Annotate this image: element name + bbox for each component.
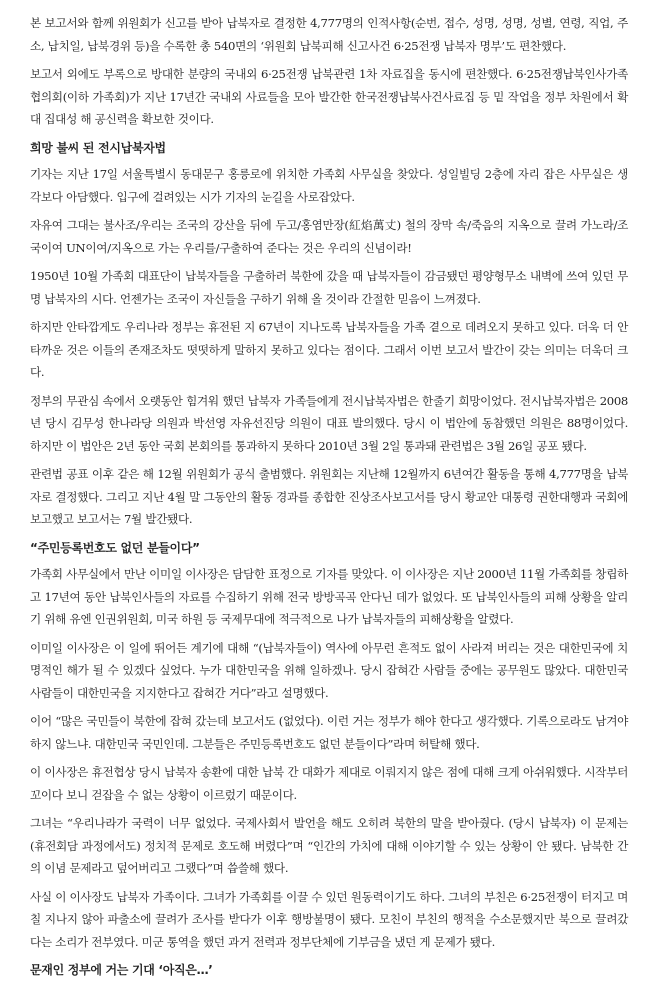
paragraph: 그녀는 “우리나라가 국력이 너무 없었다. 국제사회서 발언을 해도 오히려 북한의 말을 받아줬다. (당시 납북자) 이 문제는 (휴전회담 과정에서도) 정치적 문제로 호도해 버렸다”며 “인간의 가치에 대해 이야기할 수 있는 상황이 안 됐다. 남북한 간의 이념 문제라고 덮어버리고 그랬다”며 씁쓸해 했다. <box>30 816 628 875</box>
article-body <box>30 12 628 982</box>
paragraph: 가족회 사무실에서 만난 이미일 이사장은 담담한 표정으로 기자를 맞았다. 이 이사장은 지난 2000년 11월 가족회를 창립하고 17년여 동안 납북인사들의 자료를 수집하기 위해 전국 방방곡곡 안다닌 데가 없었다. 또 납북인사들의 피해 상황을 알리기 위해 유엔 인권위원회, 미국 하원 등 국제무대에 적극적으로 나가 납북자들의 피해상황을 알렸다. <box>30 567 629 626</box>
paragraph: 하지만 안타깝게도 우리나라 정부는 휴전된 지 67년이 지나도록 납북자들을 가족 곁으로 데려오지 못하고 있다. 더욱 더 안타까운 것은 이들의 존재조차도 떳떳하게 말하지 못하고 있다는 점이다. 그래서 이번 보고서 발간이 갖는 의미는 더욱더 크다. <box>30 320 628 379</box>
paragraph: 관련법 공표 이후 같은 해 12월 위원회가 공식 출범했다. 위원회는 지난해 12월까지 6년여간 활동을 통해 4,777명을 납북자로 결정했다. 그리고 지난 4월 말 그동안의 활동 경과를 종합한 진상조사보고서를 당시 황교안 대통령 권한대행과 국회에 보고했고 보고서는 7월 발간됐다. <box>30 467 628 526</box>
paragraph: 보고서 외에도 부록으로 방대한 분량의 국내외 6·25전쟁 납북관련 1차 자료집을 동시에 편찬했다. 6·25전쟁납북인사가족협의회(이하 가족회)가 지난 17년간 국내외 사료들을 모아 발간한 한국전쟁납북사건사료집 등 밑 작업을 정부 차원에서 확대 집대성 해 공신력을 확보한 것이다. <box>30 67 628 126</box>
paragraph: 이미일 이사장은 이 일에 뛰어든 계기에 대해 “(납북자들이) 역사에 아무런 흔적도 없이 사라져 버리는 것은 대한민국에 치명적인 해가 될 수 있겠다 싶었다. 누가 대한민국을 위해 일하겠나. 당시 잡혀간 사람들 중에는 공무원도 많았다. 대한민국 사람들이 대한민국을 지지한다고 잡혀간 거다”라고 설명했다. <box>30 640 628 700</box>
paragraph: 이 이사장은 휴전협상 당시 납북자 송환에 대한 납북 간 대화가 제대로 이뤄지지 않은 점에 대해 크게 아쉬워했다. 시작부터 꼬이다 보니 걷잡을 수 없는 상황이 이르렀기 때문이다. <box>30 765 628 802</box>
paragraph: 사실 이 이사장도 납북자 가족이다. 그녀가 가족회를 이끌 수 있던 원동력이기도 하다. 그녀의 부친은 6·25전쟁이 터지고 며칠 지나지 않아 파출소에 끌려가 조사를 받다가 이후 행방불명이 됐다. 모친이 부친의 행적을 수소문했지만 북으로 끌려갔다는 소리가 전부였다. 미군 통역을 했던 과거 전력과 정부단체에 기부금을 냈던 게 문제가 됐다. <box>30 889 628 949</box>
section-heading: 문재인 정부에 거는 기대 ‘아직은…’ <box>30 963 213 977</box>
section-heading: 희망 불씨 된 전시납북자법 <box>30 140 166 155</box>
paragraph: 이어 “많은 국민들이 북한에 잡혀 갔는데 보고서도 (없었다). 이런 거는 정부가 해야 한다고 생각했다. 기록으로라도 남겨야 하지 않느냐. 대한민국 국민인데. 그분들은 주민등록번호도 없던 분들이다”라며 허탈해 했다. <box>30 714 628 751</box>
poem-paragraph: 자유여 그대는 불사조/우리는 조국의 강산을 뒤에 두고/홍염만장(紅焰萬丈) 철의 장막 속/죽음의 지옥으로 끌려 가노라/조국이여 UN이여/지옥으로 가는 우리를/구출하여 준다는 것은 우리의 신념이라! <box>30 218 628 255</box>
section-heading: “주민등록번호도 없던 분들이다” <box>30 540 200 555</box>
paragraph: 본 보고서와 함께 위원회가 신고를 받아 납북자로 결정한 4,777명의 인적사항(순번, 접수, 성명, 성명, 성별, 연령, 직업, 주소, 납치일, 납북경위 등)을 수록한 총 540면의 ‘위원회 납북피해 신고사건 6·25전쟁 납북자 명부’도 편찬했다. <box>30 16 628 53</box>
paragraph: 정부의 무관심 속에서 오랫동안 힘겨워 했던 납북자 가족들에게 전시납북자법은 한줄기 희망이었다. 전시납북자법은 2008년 당시 김무성 한나라당 의원과 박선영 자유선진당 의원이 대표 발의했다. 당시 이 법안에 동참했던 의원은 88명이었다. 하지만 이 법안은 2년 동안 국회 본회의를 통과하지 못하다 2010년 3월 2일 통과돼 관련법은 3월 26일 공포 됐다. <box>30 393 628 453</box>
paragraph: 기자는 지난 17일 서울특별시 동대문구 홍릉로에 위치한 가족회 사무실을 찾았다. 성일빌딩 2층에 자리 잡은 사무실은 생각보다 아담했다. 입구에 걸려있는 시가 기자의 눈길을 사로잡았다. <box>30 167 628 204</box>
paragraph: 1950년 10월 가족회 대표단이 납북자들을 구출하러 북한에 갔을 때 납북자들이 감금됐던 평양형무소 내벽에 쓰여 있던 무명 납북자의 시다. 언젠가는 조국이 자신들을 구하기 위해 올 것이라 간절한 믿음이 느껴졌다. <box>30 269 628 306</box>
